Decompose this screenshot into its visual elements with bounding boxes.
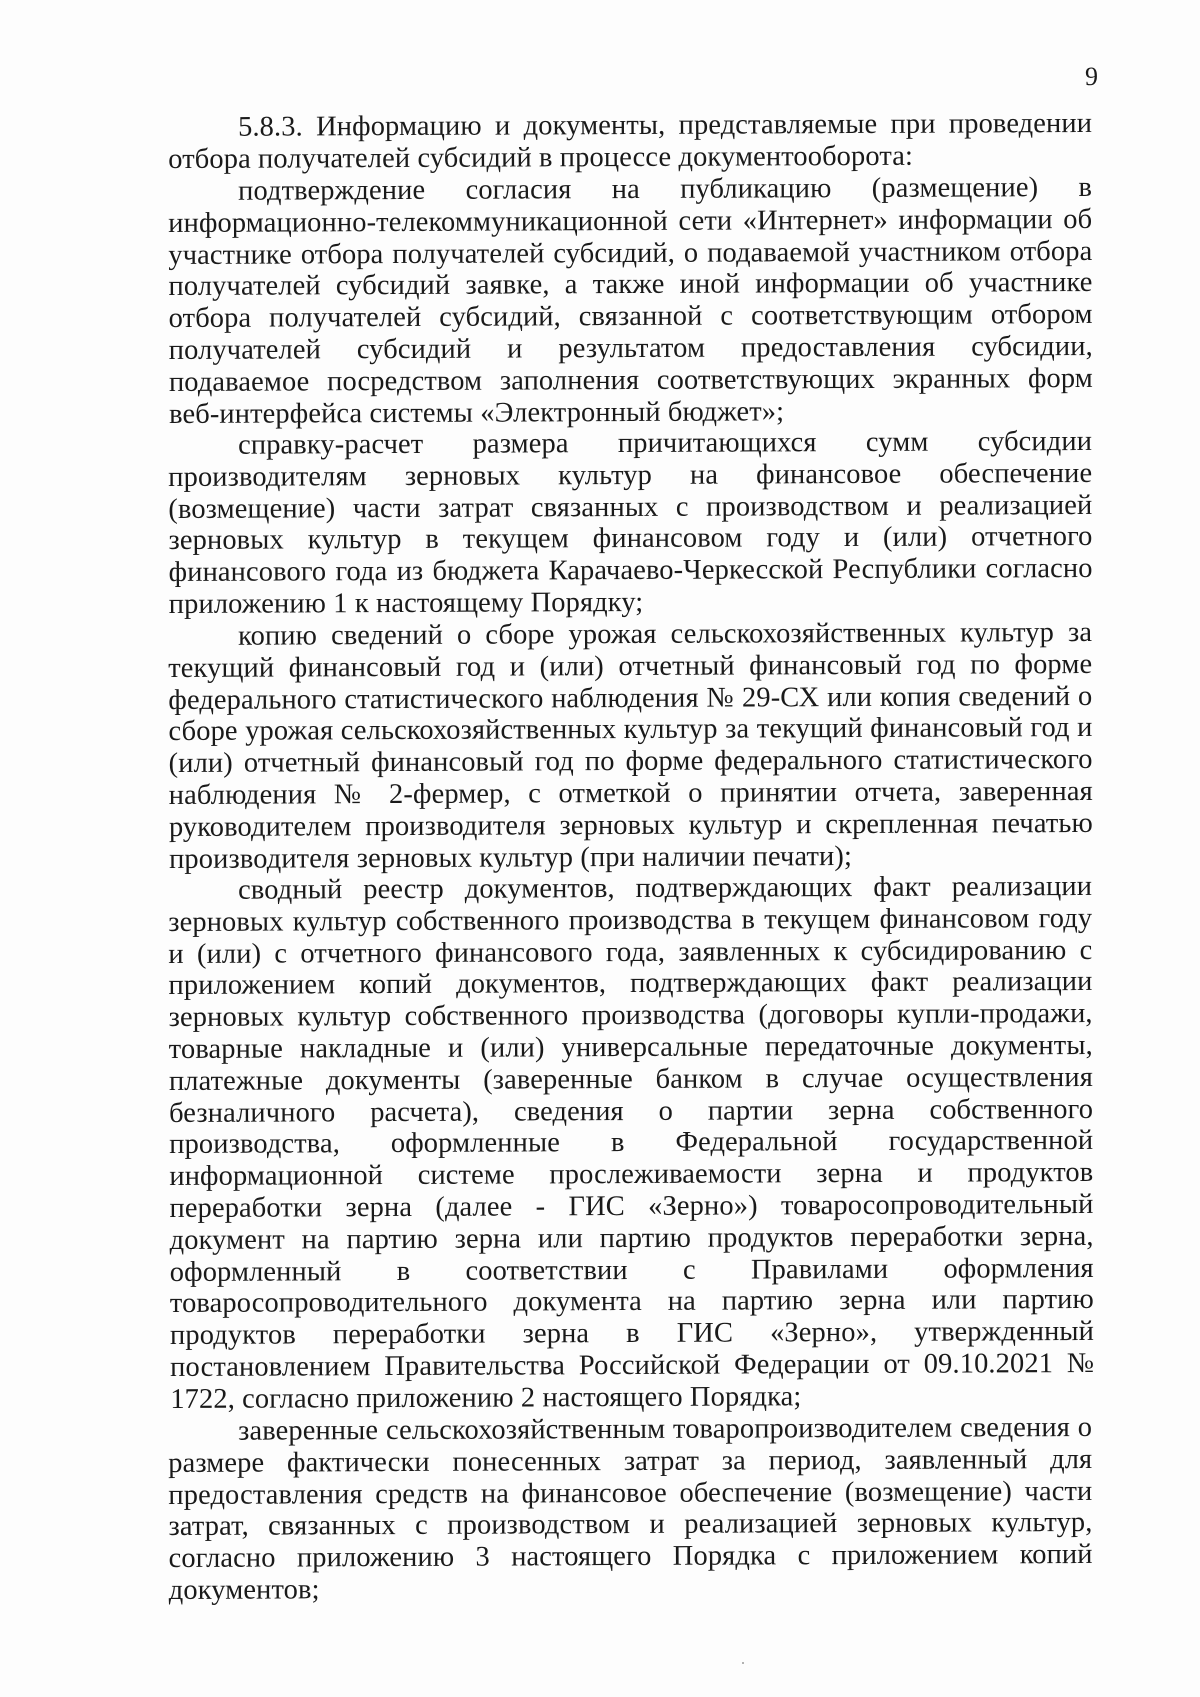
scan-artifact [742,1662,744,1664]
paragraph-subsidy-calculation: справку-расчет размера причитающихся сумм субсидии производителям зерновых культур на финансовое обеспечение (возмещение) части затрат связанных с производством и реализацией зерновых культур в текущем финансовом году и (или) отчетного финансового года из бюджета Карачаево-Черкесской Республики согласно приложению 1 к настоящему Порядку; [168,425,1093,620]
paragraph-section-5-8-3: 5.8.3. Информацию и документы, представляемые при проведении отбора получателей субсидий в процессе документооборота: [168,107,1093,175]
paragraph-harvest-report: копию сведений о сборе урожая сельскохозяйственных культур за текущий финансовый год и (или) отчетный финансовый год по форме федерального статистического наблюдения № 29-СХ или копия сведений о сборе урожая сельскохозяйственных культур за текущий финансовый год и (или) отчетный финансовый год по форме федерального статистического наблюдения № 2-фермер, с отметкой о принятии отчета, заверенная руководителем производителя зерновых культур и скрепленная печатью производителя зерновых культур (при наличии печати); [168,616,1093,875]
paragraph-publication-consent: подтверждение согласия на публикацию (размещение) в информационно-телекоммуникационной сети «Интернет» информации об участнике отбора получателей субсидий, о подаваемой участником отбора получателей субсидий заявке, а также иной информации об участнике отбора получателей субсидий, связанной с соответствующим отбором получателей субсидий и результатом предоставления субсидии, подаваемое посредством заполнения соответствующих экранных форм веб-интерфейса системы «Электронный бюджет»; [168,171,1093,430]
page-number: 9 [1085,62,1098,91]
paragraph-sales-registry: сводный реестр документов, подтверждающих факт реализации зерновых культур собственного производства в текущем финансовом году и (или) с отчетного финансового года, заявленных к субсидированию с приложением копий документов, подтверждающих факт реализации зерновых культур собственного производства (договоры купли-продажи, товарные накладные и (или) универсальные передаточные документы, платежные документы (заверенные банком в случае осуществления безналичного расчета), сведения о партии зерна собственного производства, оформленные в Федеральной государственной информационной системе прослеживаемости зерна и продуктов переработки зерна (далее - ГИС «Зерно») товаросопроводительный документ на партию зерна или партию продуктов переработки зерна, оформленный в соответствии с Правилами оформления товаросопроводительного документа на партию зерна или партию продуктов переработки зерна в ГИС «Зерно», утвержденный постановлением Правительства Российской Федерации от 09.10.2021 № 1722, согласно приложению 2 настоящего Порядка; [168,871,1095,1415]
paragraph-expense-statement: заверенные сельскохозяйственным товаропроизводителем сведения о размере фактически понесенных затрат за период, заявленный для предоставления средств на финансовое обеспечение (возмещение) части затрат, связанных с производством и реализацией зерновых культур, согласно приложению 3 настоящего Порядка с приложением копий документов; [168,1411,1093,1606]
document-body [168,107,1095,1606]
